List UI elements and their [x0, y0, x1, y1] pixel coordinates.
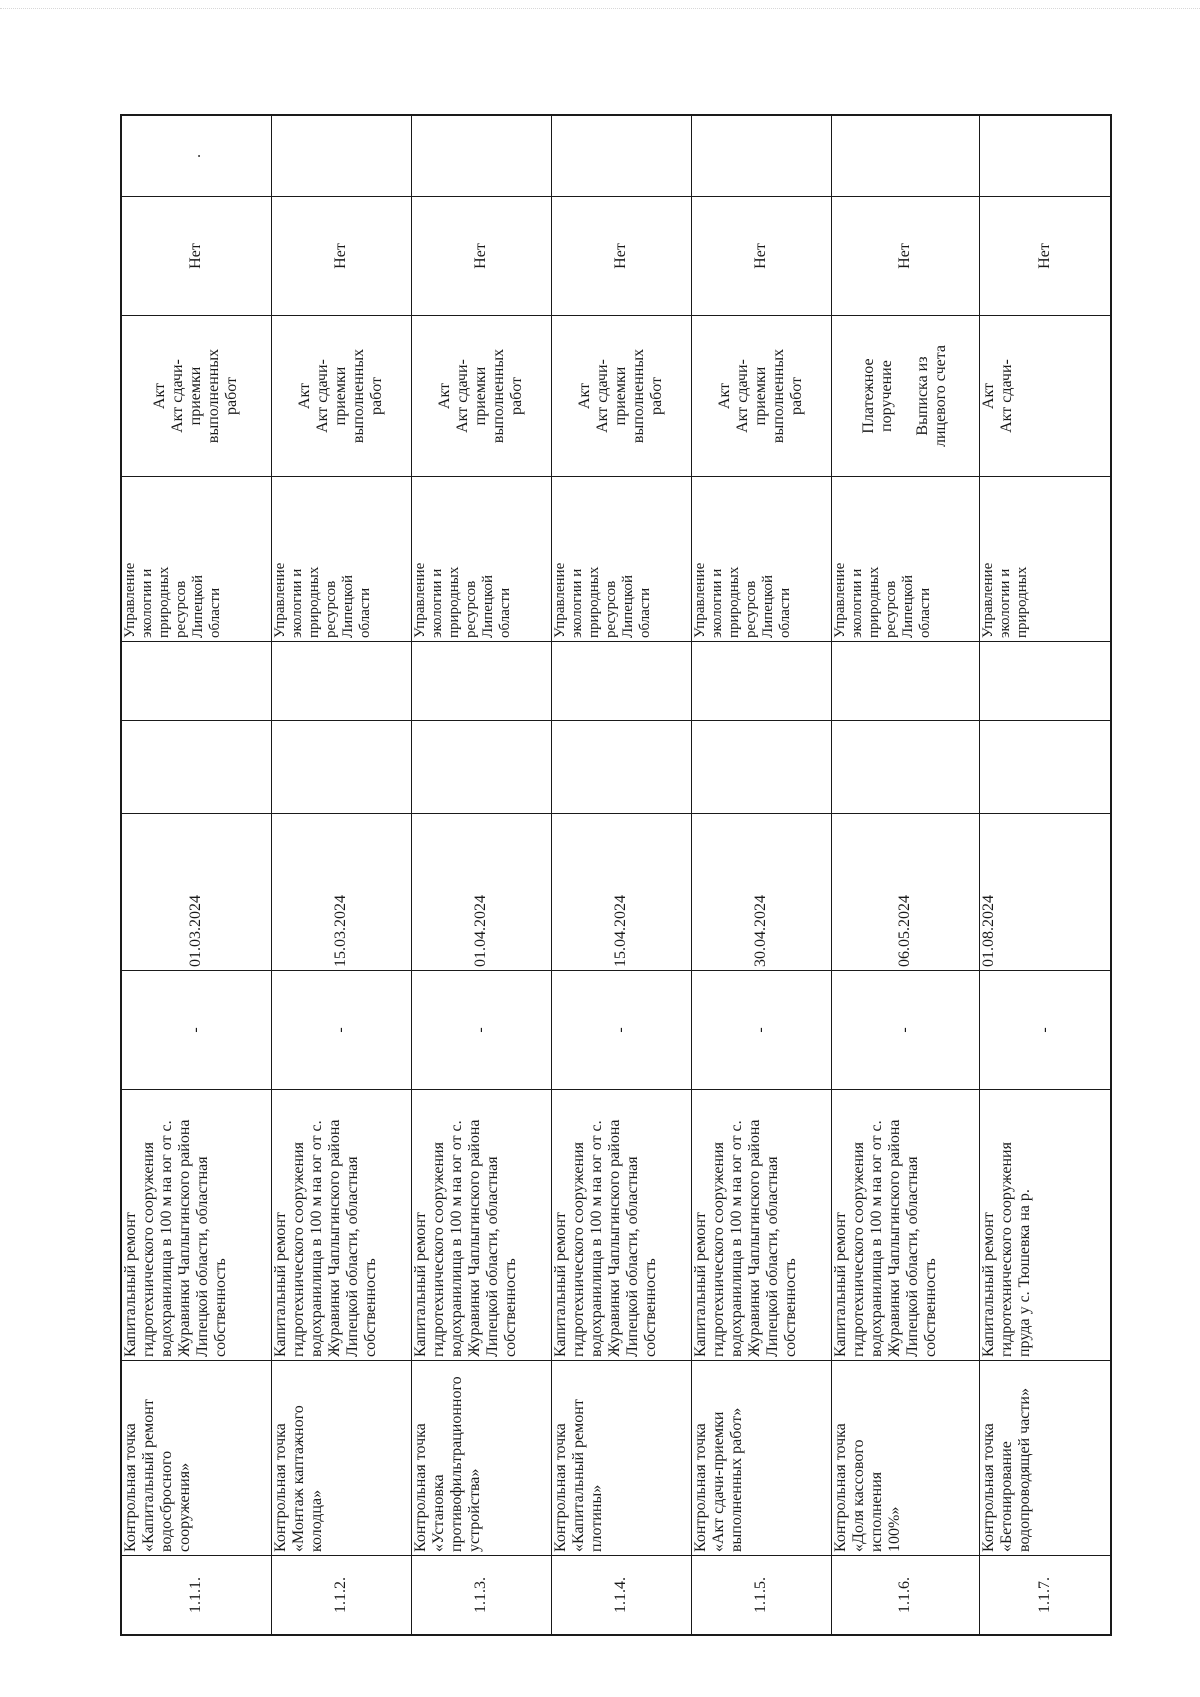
object-description	[831, 1090, 979, 1361]
last-column-cell	[979, 115, 1111, 197]
empty-cell	[121, 721, 271, 814]
confirming-document-text: Акт Акт сдачи- приемки выполненных работ	[296, 348, 385, 444]
row-number-text: 1.1.5.	[752, 1577, 769, 1613]
control-point-name-text: Контрольная точка «Капитальный ремонт плотины»	[551, 1399, 605, 1552]
confirming-document	[691, 316, 831, 477]
empty-cell	[831, 642, 979, 721]
confirming-document-text: Акт Акт сдачи- приемки выполненных работ	[576, 348, 665, 444]
flag-value	[271, 197, 411, 316]
control-point-name	[979, 1361, 1111, 1556]
flag-value	[121, 197, 271, 316]
deadline-date-text: 01.04.2024	[472, 895, 489, 967]
empty-cell	[979, 721, 1111, 814]
dash-cell	[271, 971, 411, 1090]
row-number	[831, 1556, 979, 1636]
deadline-date	[831, 814, 979, 971]
confirming-document-text: Акт Акт сдачи-	[979, 359, 1015, 433]
confirming-document	[121, 316, 271, 477]
deadline-date-text: 01.08.2024	[979, 895, 997, 967]
responsible-body	[831, 477, 979, 642]
object-description-text: Капитальный ремонт гидротехнического сооружения водохранилища в 100 м на юг от с. Журавинки Чаплыгинского района Липецкой области, областная собственность	[691, 1119, 799, 1357]
last-column-cell	[831, 115, 979, 197]
flag-value	[691, 197, 831, 316]
row-number-text: 1.1.7.	[1035, 1577, 1053, 1613]
responsible-body	[121, 477, 271, 642]
control-point-name-text: Контрольная точка «Бетонирование водопроводящей части»	[979, 1388, 1033, 1552]
confirming-document	[271, 316, 411, 477]
row-number	[691, 1556, 831, 1636]
deadline-date-text: 06.05.2024	[896, 895, 913, 967]
deadline-date	[551, 814, 691, 971]
deadline-date-text: 15.03.2024	[332, 895, 349, 967]
confirming-document	[831, 316, 979, 477]
table-row	[979, 115, 1111, 1635]
control-points-table	[120, 114, 1112, 1636]
dash-cell	[551, 971, 691, 1090]
responsible-body	[271, 477, 411, 642]
flag-value-text: Нет	[187, 243, 205, 269]
deadline-date	[691, 814, 831, 971]
empty-cell	[271, 642, 411, 721]
object-description	[691, 1090, 831, 1361]
empty-cell	[411, 721, 551, 814]
row-number-text: 1.1.6.	[896, 1577, 913, 1613]
control-point-name	[831, 1361, 979, 1556]
empty-cell	[979, 642, 1111, 721]
control-point-name-text: Контрольная точка «Акт сдачи-приемки выполненных работ»	[691, 1407, 745, 1552]
flag-value	[831, 197, 979, 316]
deadline-date-text: 15.04.2024	[612, 895, 629, 967]
table-row	[121, 115, 271, 1635]
table-row	[271, 115, 411, 1635]
confirming-document	[411, 316, 551, 477]
table-row	[831, 115, 979, 1635]
last-column-cell-text: .	[187, 154, 205, 158]
empty-cell	[411, 642, 551, 721]
dash-cell	[121, 971, 271, 1090]
object-description-text: Капитальный ремонт гидротехнического сооружения водохранилища в 100 м на юг от с. Журавинки Чаплыгинского района Липецкой области, областная собственность	[411, 1119, 519, 1357]
row-number-text: 1.1.3.	[472, 1577, 489, 1613]
control-point-name	[121, 1361, 271, 1556]
deadline-date	[271, 814, 411, 971]
object-description-text: Капитальный ремонт гидротехнического сооружения водохранилища в 100 м на юг от с. Журавинки Чаплыгинского района Липецкой области, областная собственность	[122, 1119, 229, 1357]
responsible-body-text: Управление экологии и природных ресурсов Липецкой области	[411, 562, 513, 638]
last-column-cell	[691, 115, 831, 197]
confirming-document-text: Акт Акт сдачи- приемки выполненных работ	[151, 348, 241, 444]
row-number-text: 1.1.2.	[332, 1577, 349, 1613]
last-column-cell	[411, 115, 551, 197]
control-point-name-text: Контрольная точка «Монтаж каптажного колодца»	[271, 1405, 325, 1552]
deadline-date-text: 01.03.2024	[187, 895, 205, 967]
last-column-cell	[551, 115, 691, 197]
table-row	[411, 115, 551, 1635]
flag-value-text: Нет	[612, 243, 629, 269]
dash-cell-text: -	[1035, 1027, 1053, 1033]
row-number	[411, 1556, 551, 1636]
dash-cell-text: -	[896, 1027, 913, 1033]
responsible-body-text: Управление экологии и природных ресурсов Липецкой области	[831, 562, 933, 638]
row-number	[551, 1556, 691, 1636]
dash-cell	[411, 971, 551, 1090]
flag-value	[411, 197, 551, 316]
flag-value	[551, 197, 691, 316]
object-description	[979, 1090, 1111, 1361]
flag-value	[979, 197, 1111, 316]
flag-value-text: Нет	[332, 243, 349, 269]
object-description-text: Капитальный ремонт гидротехнического сооружения водохранилища в 100 м на юг от с. Журавинки Чаплыгинского района Липецкой области, областная собственность	[551, 1119, 659, 1357]
confirming-document-text: Акт Акт сдачи- приемки выполненных работ	[716, 348, 805, 444]
object-description	[411, 1090, 551, 1361]
object-description	[121, 1090, 271, 1361]
control-point-name	[271, 1361, 411, 1556]
object-description-text: Капитальный ремонт гидротехнического сооружения водохранилища в 100 м на юг от с. Журавинки Чаплыгинского района Липецкой области, областная собственность	[271, 1119, 379, 1357]
table-row	[551, 115, 691, 1635]
dash-cell-text: -	[187, 1027, 205, 1033]
empty-cell	[691, 642, 831, 721]
last-column-cell	[271, 115, 411, 197]
control-point-name-text: Контрольная точка «Установка противофильтрационного устройства»	[411, 1376, 483, 1552]
flag-value-text: Нет	[1035, 243, 1053, 269]
responsible-body-text: Управление экологии и природных ресурсов Липецкой области	[551, 562, 653, 638]
confirming-document	[551, 316, 691, 477]
responsible-body	[691, 477, 831, 642]
row-number	[979, 1556, 1111, 1636]
dash-cell-text: -	[612, 1027, 629, 1033]
table-row	[691, 115, 831, 1635]
row-number-text: 1.1.1.	[187, 1577, 205, 1613]
object-description	[271, 1090, 411, 1361]
confirming-document	[979, 316, 1111, 477]
control-point-name	[691, 1361, 831, 1556]
responsible-body	[411, 477, 551, 642]
empty-cell	[121, 642, 271, 721]
control-point-name	[411, 1361, 551, 1556]
control-point-name-text: Контрольная точка «Доля кассового исполнения 100%»	[831, 1423, 903, 1552]
object-description-text: Капитальный ремонт гидротехнического сооружения пруда у с. Тюшевка на р.	[979, 1142, 1033, 1357]
empty-cell	[551, 642, 691, 721]
object-description	[551, 1090, 691, 1361]
empty-cell	[271, 721, 411, 814]
deadline-date	[121, 814, 271, 971]
deadline-date	[411, 814, 551, 971]
responsible-body	[551, 477, 691, 642]
flag-value-text: Нет	[752, 243, 769, 269]
responsible-body-text: Управление экологии и природных ресурсов Липецкой области	[271, 562, 373, 638]
confirming-document-text: Платежное поручение Выписка из лицевого счета	[860, 344, 949, 448]
dash-cell-text: -	[752, 1027, 769, 1033]
empty-cell	[691, 721, 831, 814]
deadline-date-text: 30.04.2024	[752, 895, 769, 967]
control-point-name	[551, 1361, 691, 1556]
row-number	[271, 1556, 411, 1636]
empty-cell	[831, 721, 979, 814]
deadline-date	[979, 814, 1111, 971]
dash-cell	[979, 971, 1111, 1090]
dash-cell	[691, 971, 831, 1090]
object-description-text: Капитальный ремонт гидротехнического сооружения водохранилища в 100 м на юг от с. Журавинки Чаплыгинского района Липецкой области, областная собственность	[831, 1119, 939, 1357]
dash-cell-text: -	[472, 1027, 489, 1033]
last-column-cell	[121, 115, 271, 197]
responsible-body-text: Управление экологии и природных	[979, 562, 1030, 638]
responsible-body	[979, 477, 1111, 642]
control-point-name-text: Контрольная точка «Капитальный ремонт водосбросного сооружения»	[122, 1399, 193, 1552]
row-number	[121, 1556, 271, 1636]
page-top-edge	[0, 8, 1200, 9]
responsible-body-text: Управление экологии и природных ресурсов Липецкой области	[691, 562, 793, 638]
responsible-body-text: Управление экологии и природных ресурсов Липецкой области	[122, 562, 223, 638]
flag-value-text: Нет	[896, 243, 913, 269]
empty-cell	[551, 721, 691, 814]
dash-cell-text: -	[332, 1027, 349, 1033]
dash-cell	[831, 971, 979, 1090]
row-number-text: 1.1.4.	[612, 1577, 629, 1613]
confirming-document-text: Акт Акт сдачи- приемки выполненных работ	[436, 348, 525, 444]
rotated-table-container	[120, 114, 1110, 1636]
flag-value-text: Нет	[472, 243, 489, 269]
